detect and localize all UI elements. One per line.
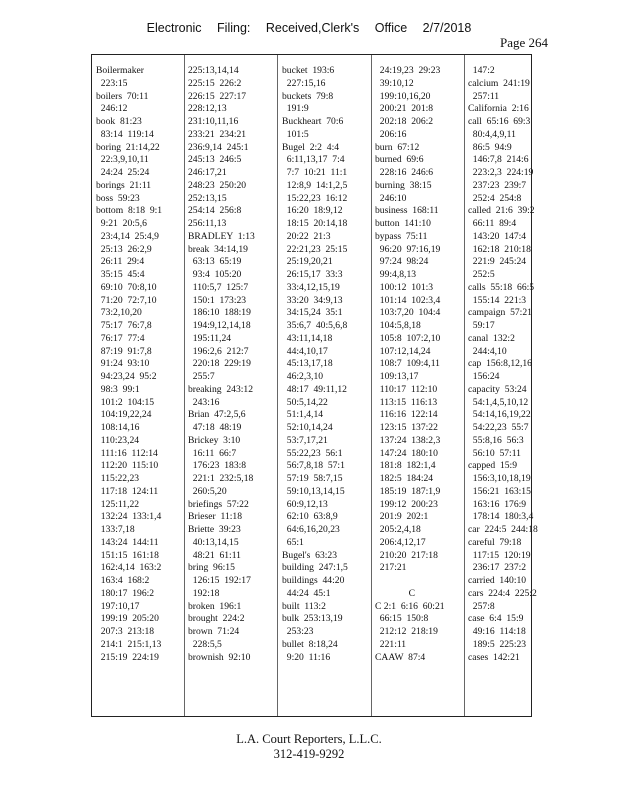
index-entry-line: 228:16 246:6 xyxy=(375,167,434,178)
header-received: Received,Clerk's xyxy=(265,21,360,35)
index-entry-line: 194:9,12,14,18 xyxy=(188,320,251,331)
index-entry-line: 162:4,14 163:2 xyxy=(96,562,162,574)
index-entry-line: brownish 92:10 xyxy=(188,651,251,663)
index-entry-line: canal 132:2 xyxy=(468,332,515,344)
index-column-5 xyxy=(468,65,538,710)
index-entry-line: 110:17 112:10 xyxy=(375,383,438,395)
index-entry-line: 46:2,3,10 xyxy=(282,371,324,382)
index-entry-line: 94:23,24 95:2 xyxy=(96,371,157,382)
index-entry-line: Boilermaker xyxy=(96,65,144,76)
index-entry-line: Bugel 2:2 4:4 xyxy=(282,141,340,153)
index-entry-line: 257:8 xyxy=(468,600,495,612)
index-entry-line: 117:18 124:11 xyxy=(96,485,159,497)
index-entry-line: break 34:14,19 xyxy=(188,243,248,255)
index-entry-line: 52:10,14,24 xyxy=(282,422,333,433)
index-entry-line: 56:7,8,18 57:1 xyxy=(282,460,345,472)
index-entry-line: 97:24 98:24 xyxy=(375,256,429,268)
header-office: Office xyxy=(374,21,408,35)
index-entry-line: 60:9,12,13 xyxy=(282,498,328,510)
index-entry-line: 51:1,4,14 xyxy=(282,409,324,421)
index-entry-line: 98:3 99:1 xyxy=(96,383,140,395)
filing-header xyxy=(0,21,618,35)
index-entry-line: business 168:11 xyxy=(375,205,439,217)
index-entry-line: case 6:4 15:9 xyxy=(468,613,524,625)
index-entry-line: 163:16 176:9 xyxy=(468,498,527,510)
index-entry-line: 115:22,23 xyxy=(96,473,140,484)
index-entry-line: 44:24 45:1 xyxy=(282,587,331,599)
index-entry-line: 76:17 77:4 xyxy=(96,332,145,344)
index-entry-line: 45:13,17,18 xyxy=(282,358,333,370)
index-entry-line: 181:8 182:1,4 xyxy=(375,460,436,472)
index-entry-line: 33:20 34:9,13 xyxy=(282,294,343,306)
index-entry-line: California 2:16 xyxy=(468,103,529,115)
index-entry-line: 231:10,11,16 xyxy=(188,116,239,127)
index-entry-line: briefings 57:22 xyxy=(188,498,249,510)
index-entry-line: 33:4,12,15,19 xyxy=(282,281,340,293)
index-entry-line: capacity 53:24 xyxy=(468,383,527,395)
column-divider xyxy=(371,55,372,716)
index-entry-line: 15:22,23 16:12 xyxy=(282,192,348,204)
index-entry-line: 243:16 xyxy=(188,396,220,408)
page-number: Page 264 xyxy=(499,35,548,50)
index-entry-line: 225:13,14,14 xyxy=(188,65,239,76)
index-entry-line: built 113:2 xyxy=(282,600,326,612)
index-entry-line: 59:17 xyxy=(468,320,495,331)
index-entry-line: call 65:16 69:3 xyxy=(468,116,531,127)
index-entry-line: 226:15 227:17 xyxy=(188,90,247,102)
index-entry-line: 163:4 168:2 xyxy=(96,575,150,586)
footer-company: L.A. Court Reporters, L.L.C. xyxy=(236,732,382,746)
index-entry-line: 146:7,8 214:6 xyxy=(468,154,529,166)
index-entry-line: 221:9 245:24 xyxy=(468,256,527,268)
index-entry-line: 214:1 215:1,13 xyxy=(96,638,162,650)
index-entry-line: 53:7,17,21 xyxy=(282,434,328,446)
index-entry-line: cases 142:21 xyxy=(468,651,520,663)
index-entry-line: 56:10 57:11 xyxy=(468,447,521,459)
index-entry-line: 55:22,23 56:1 xyxy=(282,447,343,459)
index-entry-line: 176:23 183:8 xyxy=(188,460,247,472)
index-entry-line: 73:2,10,20 xyxy=(96,307,142,319)
index-entry-line: C xyxy=(375,587,415,599)
index-entry-line: 151:15 161:18 xyxy=(96,549,159,561)
index-entry-line: burning 38:15 xyxy=(375,179,432,191)
index-entry-line: 55:8,16 56:3 xyxy=(468,434,524,446)
index-entry-line: 156:3,10,18,19 xyxy=(468,473,531,484)
index-entry-line: capped 15:9 xyxy=(468,460,518,472)
index-entry-line: 107:12,14,24 xyxy=(375,345,431,357)
index-entry-line: 117:15 120:19 xyxy=(468,549,531,561)
index-entry-line: bypass 75:11 xyxy=(375,230,428,242)
index-entry-line: 18:15 20:14,18 xyxy=(282,218,348,229)
index-entry-line: campaign 57:21 xyxy=(468,307,532,319)
index-entry-line: 110:23,24 xyxy=(96,434,140,446)
index-entry-line: 99:4,8,13 xyxy=(375,269,417,280)
index-entry-line: 252:5 xyxy=(468,269,495,280)
index-entry-line: 108:7 109:4,11 xyxy=(375,358,440,370)
index-entry-line: 201:9 202:1 xyxy=(375,511,429,523)
index-entry-line: 83:14 119:14 xyxy=(96,128,154,140)
index-entry-line: 155:14 221:3 xyxy=(468,294,527,306)
index-entry-line: 49:16 114:18 xyxy=(468,626,526,637)
index-entry-line: 206:4,12,17 xyxy=(375,536,426,548)
index-entry-line: 132:24 133:1,4 xyxy=(96,511,162,523)
index-entry-line: 221:1 232:5,18 xyxy=(188,473,254,484)
index-entry-line: 26:11 29:4 xyxy=(96,256,145,268)
index-entry-line: 86:5 94:9 xyxy=(468,141,512,153)
index-entry-line: Bugel's 63:23 xyxy=(282,549,338,561)
index-entry-line: CAAW 87:4 xyxy=(375,651,426,663)
index-entry-line: 252:4 254:8 xyxy=(468,192,522,204)
index-entry-line: 217:21 xyxy=(375,562,407,574)
column-divider xyxy=(277,55,278,716)
index-entry-line: 105:8 107:2,10 xyxy=(375,332,441,344)
index-entry-line: careful 79:18 xyxy=(468,536,522,548)
index-entry-line: 35:15 45:4 xyxy=(96,269,145,280)
index-entry-line: 212:12 218:19 xyxy=(375,626,438,637)
index-entry-line: 47:18 48:19 xyxy=(188,422,242,433)
index-entry-line: 143:24 144:11 xyxy=(96,536,159,548)
index-entry-line: 54:22,23 55:7 xyxy=(468,422,529,433)
index-entry-line: 143:20 147:4 xyxy=(468,230,527,242)
column-divider xyxy=(184,55,185,716)
index-entry-line: 195:11,24 xyxy=(188,332,232,344)
index-entry-line: 257:11 xyxy=(468,90,500,102)
index-entry-line: 91:24 93:10 xyxy=(96,358,150,370)
index-entry-line: 7:7 10:21 11:1 xyxy=(282,167,348,178)
header-date: 2/7/2018 xyxy=(422,21,472,35)
index-entry-line: 69:10 70:8,10 xyxy=(96,281,157,293)
index-entry-line: 182:5 184:24 xyxy=(375,473,434,484)
index-entry-line: breaking 243:12 xyxy=(188,383,254,395)
index-column-4 xyxy=(375,65,457,710)
index-entry-line: 191:9 xyxy=(282,103,309,115)
index-entry-line: 65:1 xyxy=(282,536,304,548)
index-entry-line: 197:10,17 xyxy=(96,600,140,612)
index-entry-line: calcium 241:19 xyxy=(468,77,530,89)
header-electronic: Electronic xyxy=(146,21,202,35)
index-entry-line: 16:11 66:7 xyxy=(188,447,237,459)
index-entry-line: 87:19 91:7,8 xyxy=(96,345,152,357)
index-entry-line: 43:11,14,18 xyxy=(282,332,333,344)
index-entry-line: 246:17,21 xyxy=(188,167,227,178)
index-entry-line: 40:13,14,15 xyxy=(188,536,239,548)
index-column-3 xyxy=(282,65,364,710)
index-entry-line: bring 96:15 xyxy=(188,562,235,574)
index-entry-line: 236:9,14 245:1 xyxy=(188,141,249,153)
index-entry-line: 180:17 196:2 xyxy=(96,587,155,599)
index-entry-line: 162:18 210:18 xyxy=(468,243,531,255)
index-entry-line: book 81:23 xyxy=(96,116,142,127)
index-entry-line: carried 140:10 xyxy=(468,575,527,586)
index-entry-line: 101:2 104:15 xyxy=(96,396,155,408)
footer-phone: 312-419-9292 xyxy=(273,747,345,761)
index-entry-line: calls 55:18 66:5 xyxy=(468,281,535,293)
index-entry-line: 202:18 206:2 xyxy=(375,116,434,127)
index-entry-line: 196:2,6 212:7 xyxy=(188,345,249,357)
index-entry-line: 236:17 237:2 xyxy=(468,562,527,574)
index-entry-line: 64:6,16,20,23 xyxy=(282,524,340,535)
index-entry-line: 44:4,10,17 xyxy=(282,345,328,357)
index-entry-line: 12:8,9 14:1,2,5 xyxy=(282,179,348,191)
index-entry-line: 75:17 76:7,8 xyxy=(96,320,152,331)
index-entry-line: 16:20 18:9,12 xyxy=(282,205,343,217)
index-entry-line: boilers 70:11 xyxy=(96,90,149,102)
index-entry-line: 104:5,8,18 xyxy=(375,320,421,331)
index-entry-line: 223:15 xyxy=(96,77,128,89)
index-entry-line: 24:19,23 29:23 xyxy=(375,65,441,76)
index-entry-line: 9:21 20:5,6 xyxy=(96,218,147,229)
index-entry-line: 63:13 65:19 xyxy=(188,256,242,268)
index-entry-line xyxy=(375,575,457,588)
index-entry-line: 116:16 122:14 xyxy=(375,409,438,421)
index-entry-line: 48:17 49:11,12 xyxy=(282,383,347,395)
index-entry-line: 205:2,4,18 xyxy=(375,524,421,535)
index-entry-line: 25:19,20,21 xyxy=(282,256,333,268)
index-entry-line: 150:1 173:23 xyxy=(188,294,247,306)
index-entry-line: 221:11 xyxy=(375,638,407,650)
index-entry-line: 228:5,5 xyxy=(188,638,222,650)
index-entry-line: BRADLEY 1:13 xyxy=(188,230,255,242)
index-column-2 xyxy=(188,65,270,710)
index-entry-line: 228:12,13 xyxy=(188,103,227,115)
index-entry-line: 26:15,17 33:3 xyxy=(282,269,343,280)
index-entry-line: 256:11,13 xyxy=(188,218,227,229)
index-entry-line: brown 71:24 xyxy=(188,626,240,637)
index-entry-line: bullet 8:18,24 xyxy=(282,638,338,650)
index-entry-line: 133:7,18 xyxy=(96,524,135,535)
index-entry-line: boss 59:23 xyxy=(96,192,140,204)
index-frame xyxy=(91,54,538,717)
index-entry-line: 200:21 201:8 xyxy=(375,103,434,115)
index-entry-line: Briette 39:23 xyxy=(188,524,241,535)
index-entry-line: 185:19 187:1,9 xyxy=(375,485,441,497)
index-entry-line: 20:22 21:3 xyxy=(282,230,331,242)
index-entry-line: 223:2,3 224:19 xyxy=(468,167,534,178)
index-entry-line: 66:11 89:4 xyxy=(468,218,517,229)
index-entry-line: 54:1,4,5,10,12 xyxy=(468,396,529,408)
index-entry-line: 237:23 239:7 xyxy=(468,179,527,191)
index-entry-line: cars 224:4 225:2 xyxy=(468,587,537,599)
index-entry-line: burned 69:6 xyxy=(375,154,424,166)
index-entry-line: Brieser 11:18 xyxy=(188,511,242,523)
index-entry-line: 137:24 138:2,3 xyxy=(375,434,441,446)
index-entry-line: 244:4,10 xyxy=(468,345,507,357)
index-entry-line: 199:19 205:20 xyxy=(96,613,159,625)
index-entry-line: 192:18 xyxy=(188,587,220,599)
index-entry-line: 125:11,22 xyxy=(96,498,140,510)
index-entry-line: bulk 253:13,19 xyxy=(282,613,343,625)
index-entry-line: 220:18 229:19 xyxy=(188,358,251,370)
index-entry-line: 93:4 105:20 xyxy=(188,269,242,280)
index-entry-line: 246:10 xyxy=(375,192,407,204)
index-entry-line: 80:4,4,9,11 xyxy=(468,128,516,140)
index-entry-line: burn 67:12 xyxy=(375,141,420,153)
index-entry-line: 54:14,16,19,22 xyxy=(468,409,531,421)
index-entry-line: 103:7,20 104:4 xyxy=(375,307,441,319)
index-entry-line: Brickey 3:10 xyxy=(188,434,241,446)
index-entry-line: 101:14 102:3,4 xyxy=(375,294,441,306)
index-entry-line: 22:21,23 25:15 xyxy=(282,243,348,255)
index-entry-line: 156:21 163:15 xyxy=(468,485,531,497)
index-entry-line: 39:10,12 xyxy=(375,77,414,89)
index-entry-line: 206:16 xyxy=(375,128,407,140)
index-entry-line: 252:13,15 xyxy=(188,192,227,204)
index-entry-line: broken 196:1 xyxy=(188,600,242,612)
index-entry-line: 189:5 225:23 xyxy=(468,638,527,650)
index-column-1 xyxy=(96,65,178,710)
index-entry-line: building 247:1,5 xyxy=(282,562,348,574)
index-entry-line: 96:20 97:16,19 xyxy=(375,243,441,255)
index-entry-line: 59:10,13,14,15 xyxy=(282,485,345,497)
index-entry-line: 71:20 72:7,10 xyxy=(96,294,157,306)
index-entry-line: 186:10 188:19 xyxy=(188,307,251,319)
index-entry-line: 57:19 58:7,15 xyxy=(282,473,343,484)
index-entry-line: 260:5,20 xyxy=(188,485,227,497)
index-entry-line: 101:5 xyxy=(282,128,309,140)
index-entry-line: car 224:5 244:18 xyxy=(468,524,538,535)
index-entry-line: 104:19,22,24 xyxy=(96,409,152,421)
index-entry-line: 248:23 250:20 xyxy=(188,179,247,191)
index-entry-line: button 141:10 xyxy=(375,218,431,229)
index-entry-line: 108:14,16 xyxy=(96,422,140,433)
index-entry-line: 246:12 xyxy=(96,103,128,115)
index-entry-line: 123:15 137:22 xyxy=(375,422,438,433)
header-filing: Filing: xyxy=(217,21,251,35)
index-entry-line: 22:3,9,10,11 xyxy=(96,154,149,166)
index-entry-line: 245:13 246:5 xyxy=(188,154,242,166)
index-entry-line: 147:24 180:10 xyxy=(375,447,438,459)
index-entry-line: buckets 79:8 xyxy=(282,90,334,102)
index-entry-line: 210:20 217:18 xyxy=(375,549,438,561)
index-entry-line: 50:5,14,22 xyxy=(282,396,328,408)
index-entry-line: 111:16 112:14 xyxy=(96,447,158,459)
index-entry-line: 109:13,17 xyxy=(375,371,419,382)
index-entry-line: 233:21 234:21 xyxy=(188,128,247,140)
index-entry-line: bucket 193:6 xyxy=(282,65,335,76)
index-entry-line: 100:12 101:3 xyxy=(375,281,434,293)
index-entry-line: 207:3 213:18 xyxy=(96,626,155,637)
index-entry-line: Brian 47:2,5,6 xyxy=(188,409,246,421)
index-entry-line: 199:10,16,20 xyxy=(375,90,431,102)
index-entry-line: boring 21:14,22 xyxy=(96,141,160,153)
index-entry-line: called 21:6 39:2 xyxy=(468,205,535,217)
index-entry-line: borings 21:11 xyxy=(96,179,152,191)
index-entry-line: brought 224:2 xyxy=(188,613,245,625)
index-entry-line: 66:15 150:8 xyxy=(375,613,429,625)
index-entry-line: 254:14 256:8 xyxy=(188,205,242,217)
index-entry-line: 23:4,14 25:4,9 xyxy=(96,230,159,242)
index-entry-line: 215:19 224:19 xyxy=(96,651,159,663)
index-entry-line: C 2:1 6:16 60:21 xyxy=(375,600,445,612)
index-entry-line: 34:15,24 35:1 xyxy=(282,307,343,319)
index-entry-line: 62:10 63:8,9 xyxy=(282,511,338,523)
index-entry-line: 24:24 25:24 xyxy=(96,167,150,178)
index-entry-line: 112:20 115:10 xyxy=(96,460,159,472)
index-entry-line: 225:15 226:2 xyxy=(188,77,242,89)
index-entry-line: 227:15,16 xyxy=(282,77,326,89)
index-entry-line: buildings 44:20 xyxy=(282,575,345,586)
index-entry-line: 126:15 192:17 xyxy=(188,575,251,586)
index-entry-line: 6:11,13,17 7:4 xyxy=(282,154,345,166)
index-entry-line: 255:7 xyxy=(188,371,215,382)
index-entry-line: cap 156:8,12,16 xyxy=(468,358,532,370)
index-entry-line: 35:6,7 40:5,6,8 xyxy=(282,320,348,331)
index-entry-line: 147:2 xyxy=(468,65,495,76)
index-entry-line: 48:21 61:11 xyxy=(188,549,241,561)
index-entry-line: 199:12 200:23 xyxy=(375,498,438,510)
index-entry-line: bottom 8:18 9:1 xyxy=(96,205,163,217)
index-entry-line: 156:24 xyxy=(468,371,500,382)
index-entry-line: 113:15 116:13 xyxy=(375,396,438,408)
index-entry-line: Buckheart 70:6 xyxy=(282,116,344,127)
index-entry-line: 25:13 26:2,9 xyxy=(96,243,152,255)
index-entry-line: 178:14 180:3,4 xyxy=(468,511,534,523)
column-divider xyxy=(464,55,465,716)
index-entry-line: 110:5,7 125:7 xyxy=(188,281,249,293)
index-entry-line: 9:20 11:16 xyxy=(282,651,331,663)
index-entry-line: 253:23 xyxy=(282,626,314,637)
